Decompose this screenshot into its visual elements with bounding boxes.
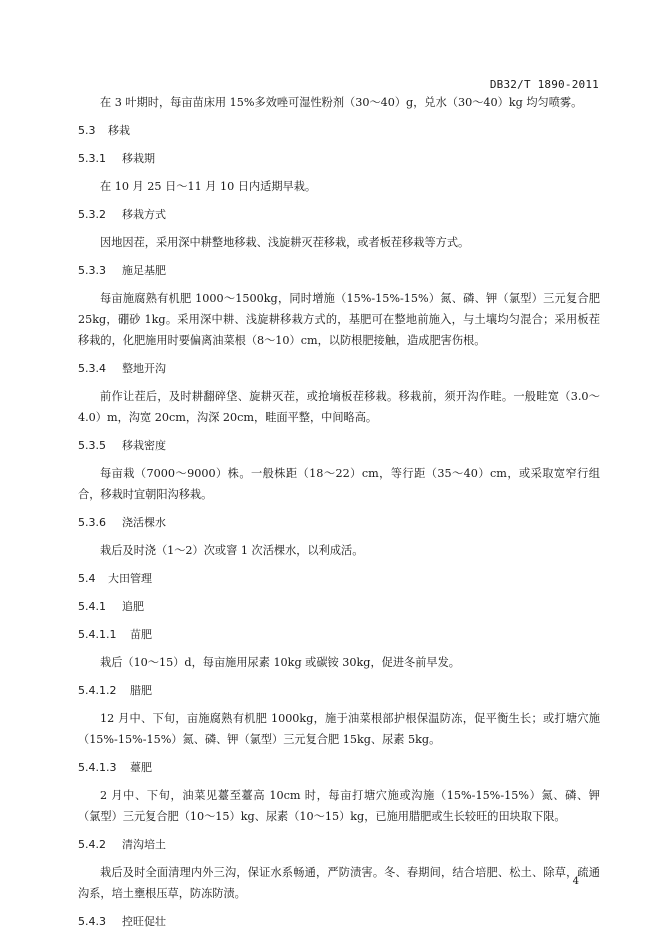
paragraph: 因地因茬，采用深中耕整地移栽、浅旋耕灭茬移栽，或者板茬移栽等方式。	[100, 236, 470, 249]
section-title: 控旺促壮	[122, 915, 166, 928]
section-heading	[78, 911, 600, 932]
section-number: 5.3	[78, 124, 96, 137]
paragraph: 在 10 月 25 日～11 月 10 日内适期早栽。	[100, 180, 317, 193]
section-heading	[78, 680, 600, 701]
paragraph: 栽后及时浇（1～2）次或窨 1 次活棵水，以利成活。	[100, 544, 364, 557]
section-title: 大田管理	[108, 572, 152, 585]
section-number: 5.4.1.1	[78, 628, 117, 641]
section-heading	[78, 596, 600, 617]
section-heading	[78, 358, 600, 379]
section-heading	[78, 204, 600, 225]
section-number: 5.3.3	[78, 264, 106, 277]
standard-code: DB32/T 1890-2011	[489, 78, 599, 91]
section-heading	[78, 148, 600, 169]
section-number: 5.4.2	[78, 838, 106, 851]
section-number: 5.3.6	[78, 516, 106, 529]
section-number: 5.4.1	[78, 600, 106, 613]
section-number: 5.3.1	[78, 152, 106, 165]
section-title: 移栽方式	[122, 208, 166, 221]
paragraph: 2 月中、下旬，油菜见薹至薹高 10cm 时，每亩打塘穴施或沟施（15%-15%-15%）氮、磷、钾（氯型）三元复合肥（10～15）kg、尿素（10～15）kg，已施用腊肥或生长较旺的田块取下限。	[78, 789, 600, 823]
section-heading	[78, 260, 600, 281]
paragraph: 在 3 叶期时，每亩苗床用 15%多效唑可湿性粉剂（30～40）g，兑水（30～40）kg 均匀喷雾。	[100, 96, 583, 109]
section-number: 5.4.1.2	[78, 684, 117, 697]
section-heading	[78, 757, 600, 778]
section-heading	[78, 624, 600, 645]
section-number: 5.4	[78, 572, 96, 585]
section-title: 清沟培土	[122, 838, 166, 851]
section-heading	[78, 435, 600, 456]
section-title: 腊肥	[130, 684, 152, 697]
paragraph: 栽后及时全面清理内外三沟，保证水系畅通，严防渍害。冬、春期间，结合培肥、松土、除草，疏通沟系，培土壅根压草，防冻防渍。	[78, 866, 600, 900]
section-heading	[78, 120, 600, 141]
section-title: 移栽期	[122, 152, 155, 165]
section-title: 苗肥	[130, 628, 152, 641]
section-heading	[78, 834, 600, 855]
paragraph: 每亩施腐熟有机肥 1000～1500kg，同时增施（15%-15%-15%）氮、磷、钾（氯型）三元复合肥 25kg，硼砂 1kg。采用深中耕、浅旋耕移栽方式的，基肥可在整地前施入，与土壤均匀混合；采用板茬移栽的，化肥施用时要偏离油菜根（8～10）cm，以防根肥接触，造成肥害伤根。	[78, 292, 600, 347]
section-title: 整地开沟	[122, 362, 166, 375]
section-title: 薹肥	[130, 761, 152, 774]
section-heading	[78, 512, 600, 533]
section-number: 5.3.5	[78, 439, 106, 452]
section-title: 移栽	[108, 124, 130, 137]
section-number: 5.4.3	[78, 915, 106, 928]
section-title: 施足基肥	[122, 264, 166, 277]
paragraph: 栽后（10～15）d，每亩施用尿素 10kg 或碳铵 30kg，促进冬前早发。	[100, 656, 460, 669]
section-title: 浇活棵水	[122, 516, 166, 529]
section-number: 5.3.4	[78, 362, 106, 375]
paragraph: 12 月中、下旬，亩施腐熟有机肥 1000kg，施于油菜根部护根保温防冻，促平衡生长；或打塘穴施（15%-15%-15%）氮、磷、钾（氯型）三元复合肥 15kg、尿素 5kg。	[78, 712, 600, 746]
paragraph: 前作让茬后，及时耕翻碎垡、旋耕灭茬，或抢墒板茬移栽。移栽前，须开沟作畦。一般畦宽（3.0～4.0）m，沟宽 20cm，沟深 20cm，畦面平整，中间略高。	[78, 390, 600, 424]
section-number: 5.4.1.3	[78, 761, 117, 774]
section-heading	[78, 568, 600, 589]
document-body	[78, 92, 600, 932]
section-number: 5.3.2	[78, 208, 106, 221]
section-title: 追肥	[122, 600, 144, 613]
paragraph: 每亩栽（7000～9000）株。一般株距（18～22）cm，等行距（35～40）cm，或采取宽窄行组合，移栽时宜朝阳沟移栽。	[78, 467, 600, 501]
section-title: 移栽密度	[122, 439, 166, 452]
page-number: 4	[572, 876, 579, 887]
